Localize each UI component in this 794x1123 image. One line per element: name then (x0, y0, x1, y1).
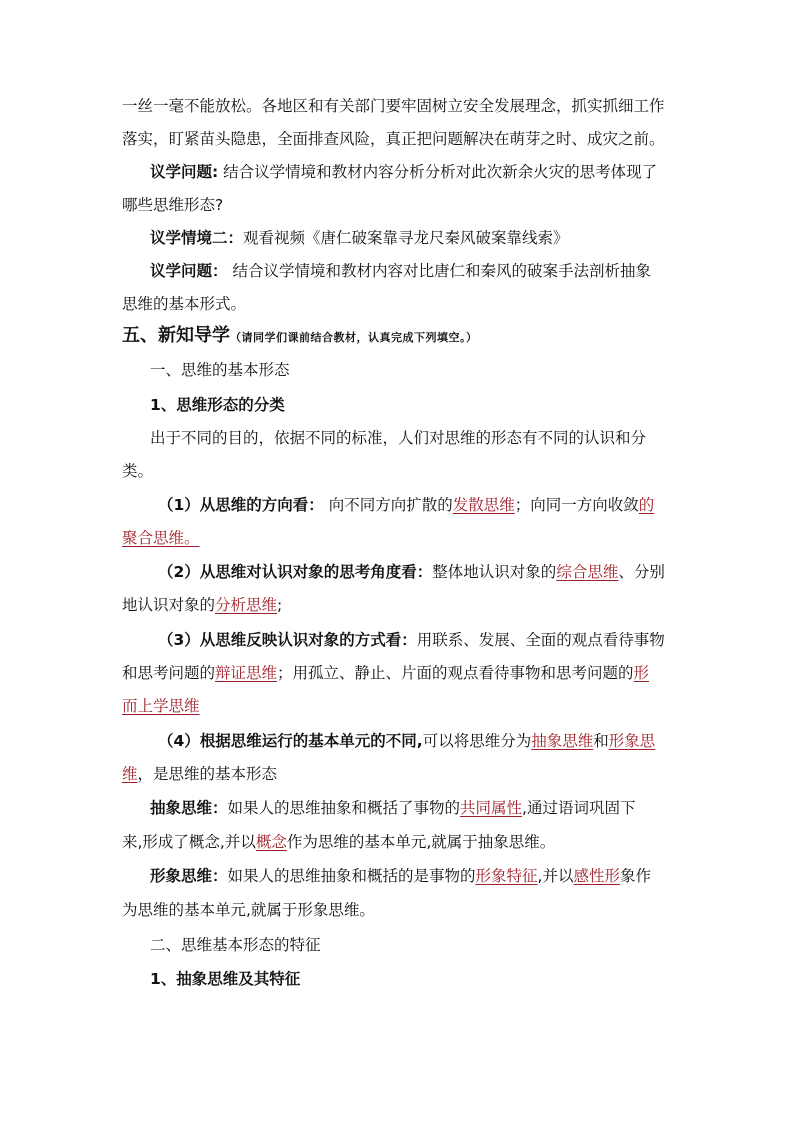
term-label: 抽象思维： (150, 799, 228, 817)
text: 为思维的基本单元,就属于形象思维。 (122, 901, 375, 919)
text: 如果人的思维抽象和概括的是事物的 (227, 867, 476, 885)
heading-2-1 (150, 969, 794, 989)
text: 和 (593, 732, 609, 750)
heading-text: 一、思维的基本形态 (150, 361, 290, 379)
image-thinking (150, 866, 794, 886)
text: 象作 (620, 867, 652, 885)
text: 向不同方向扩散的 (323, 496, 453, 514)
answer-blank: 形 (633, 664, 650, 682)
answer-blank: 概念 (255, 833, 287, 851)
text: 作为思维的基本单元,就属于抽象思维。 (286, 833, 556, 851)
category-2 (158, 562, 794, 582)
answer-blank: 聚合思维。 (122, 529, 200, 547)
text: 、分别 (618, 563, 665, 581)
category-3 (158, 630, 794, 650)
category-4 (158, 731, 794, 751)
intro-line (122, 461, 794, 481)
heading-1 (150, 360, 794, 380)
heading-2 (150, 935, 794, 955)
category-3-cont2 (122, 696, 794, 716)
answer-blank: 辩证思维 (215, 664, 278, 682)
text: 和思考问题的 (122, 664, 216, 682)
text: 可以将思维分为 (422, 732, 532, 750)
text: 出于不同的目的，依据不同的标准，人们对思维的形态有不同的认识和分 (150, 429, 647, 447)
heading-text: 1、抽象思维及其特征 (150, 970, 301, 988)
category-1 (158, 495, 794, 515)
abstract-thinking-cont (122, 832, 794, 852)
text: 落实，盯紧苗头隐患，全面排查风险，真正把问题解决在萌芽之时、成灾之前。 (122, 130, 665, 148)
text: 类。 (122, 462, 154, 480)
question-text: 哪些思维形态? (122, 196, 224, 214)
category-label: （2）从思维对认识对象的思考角度看： (158, 563, 433, 581)
section-note: （请同学们课前结合教材，认真完成下列填空。） (230, 331, 478, 344)
image-thinking-cont (122, 900, 794, 920)
text: 整体地认识对象的 (432, 563, 557, 581)
intro-line (150, 428, 794, 448)
heading-text: 1、思维形态的分类 (150, 396, 285, 414)
question-label: 议学问题: (150, 163, 219, 181)
question-1 (150, 162, 794, 182)
text: ,通过语词巩固下 (522, 799, 636, 817)
text: 如果人的思维抽象和概括了事物的 (227, 799, 461, 817)
answer-blank: 形象思 (608, 732, 656, 750)
answer-blank: 综合思维 (556, 563, 619, 581)
category-4-cont (122, 764, 794, 784)
abstract-thinking (150, 798, 794, 818)
answer-blank: 共同属性 (460, 799, 523, 817)
text: ；用孤立、静止、片面的观点看待事物和思考问题的 (277, 664, 634, 682)
category-label: （1）从思维的方向看： (158, 496, 324, 514)
question-label: 议学问题： (150, 262, 228, 280)
question-1-cont (122, 195, 794, 215)
answer-blank: 抽象思维 (531, 732, 594, 750)
answer-blank: 维 (122, 765, 138, 783)
text: 用联系、发展、全面的观点看待事物 (416, 631, 665, 649)
answer-blank: 的 (638, 496, 655, 514)
text: ; (277, 596, 283, 614)
situation-text: 观看视频《唐仁破案靠寻龙尺秦风破案靠线索》 (243, 229, 569, 247)
question-text: 结合议学情境和教材内容对比唐仁和秦风的破案手法剖析抽象 (227, 262, 651, 280)
category-label: （4）根据思维运行的基本单元的不同, (158, 732, 423, 750)
category-3-cont (122, 663, 794, 683)
category-1-cont (122, 528, 794, 548)
section-5-heading (122, 326, 794, 348)
answer-blank: 分析思维 (215, 596, 278, 614)
category-label: （3）从思维反映认识对象的方式看： (158, 631, 417, 649)
question-2-cont (122, 294, 794, 314)
text: ；向同一方向收敛 (514, 496, 639, 514)
heading-text: 二、思维基本形态的特征 (150, 936, 321, 954)
question-text: 思维的基本形式。 (122, 295, 247, 313)
section-title: 五、新知导学 (122, 325, 230, 346)
answer-blank: 发散思维 (452, 496, 515, 514)
situation-label: 议学情境二： (150, 229, 244, 247)
text: ，是思维的基本形态 (137, 765, 278, 783)
answer-blank: 形象特征 (475, 867, 538, 885)
situation-2 (150, 228, 794, 248)
heading-1-1 (150, 395, 794, 415)
question-text: 结合议学情境和教材内容分析分析对此次新余火灾的思考体现了 (218, 163, 658, 181)
question-2 (150, 261, 794, 281)
text: 来,形成了概念,并以 (122, 833, 256, 851)
paragraph-line (122, 96, 794, 116)
paragraph-line (122, 129, 794, 149)
text: ,并以 (537, 867, 574, 885)
category-2-cont (122, 595, 794, 615)
text: 地认识对象的 (122, 596, 216, 614)
term-label: 形象思维： (150, 867, 228, 885)
text: 一丝一毫不能放松。各地区和有关部门要牢固树立安全发展理念，抓实抓细工作 (122, 97, 665, 115)
answer-blank: 感性形 (573, 867, 620, 885)
answer-blank: 而上学思维 (122, 697, 200, 715)
